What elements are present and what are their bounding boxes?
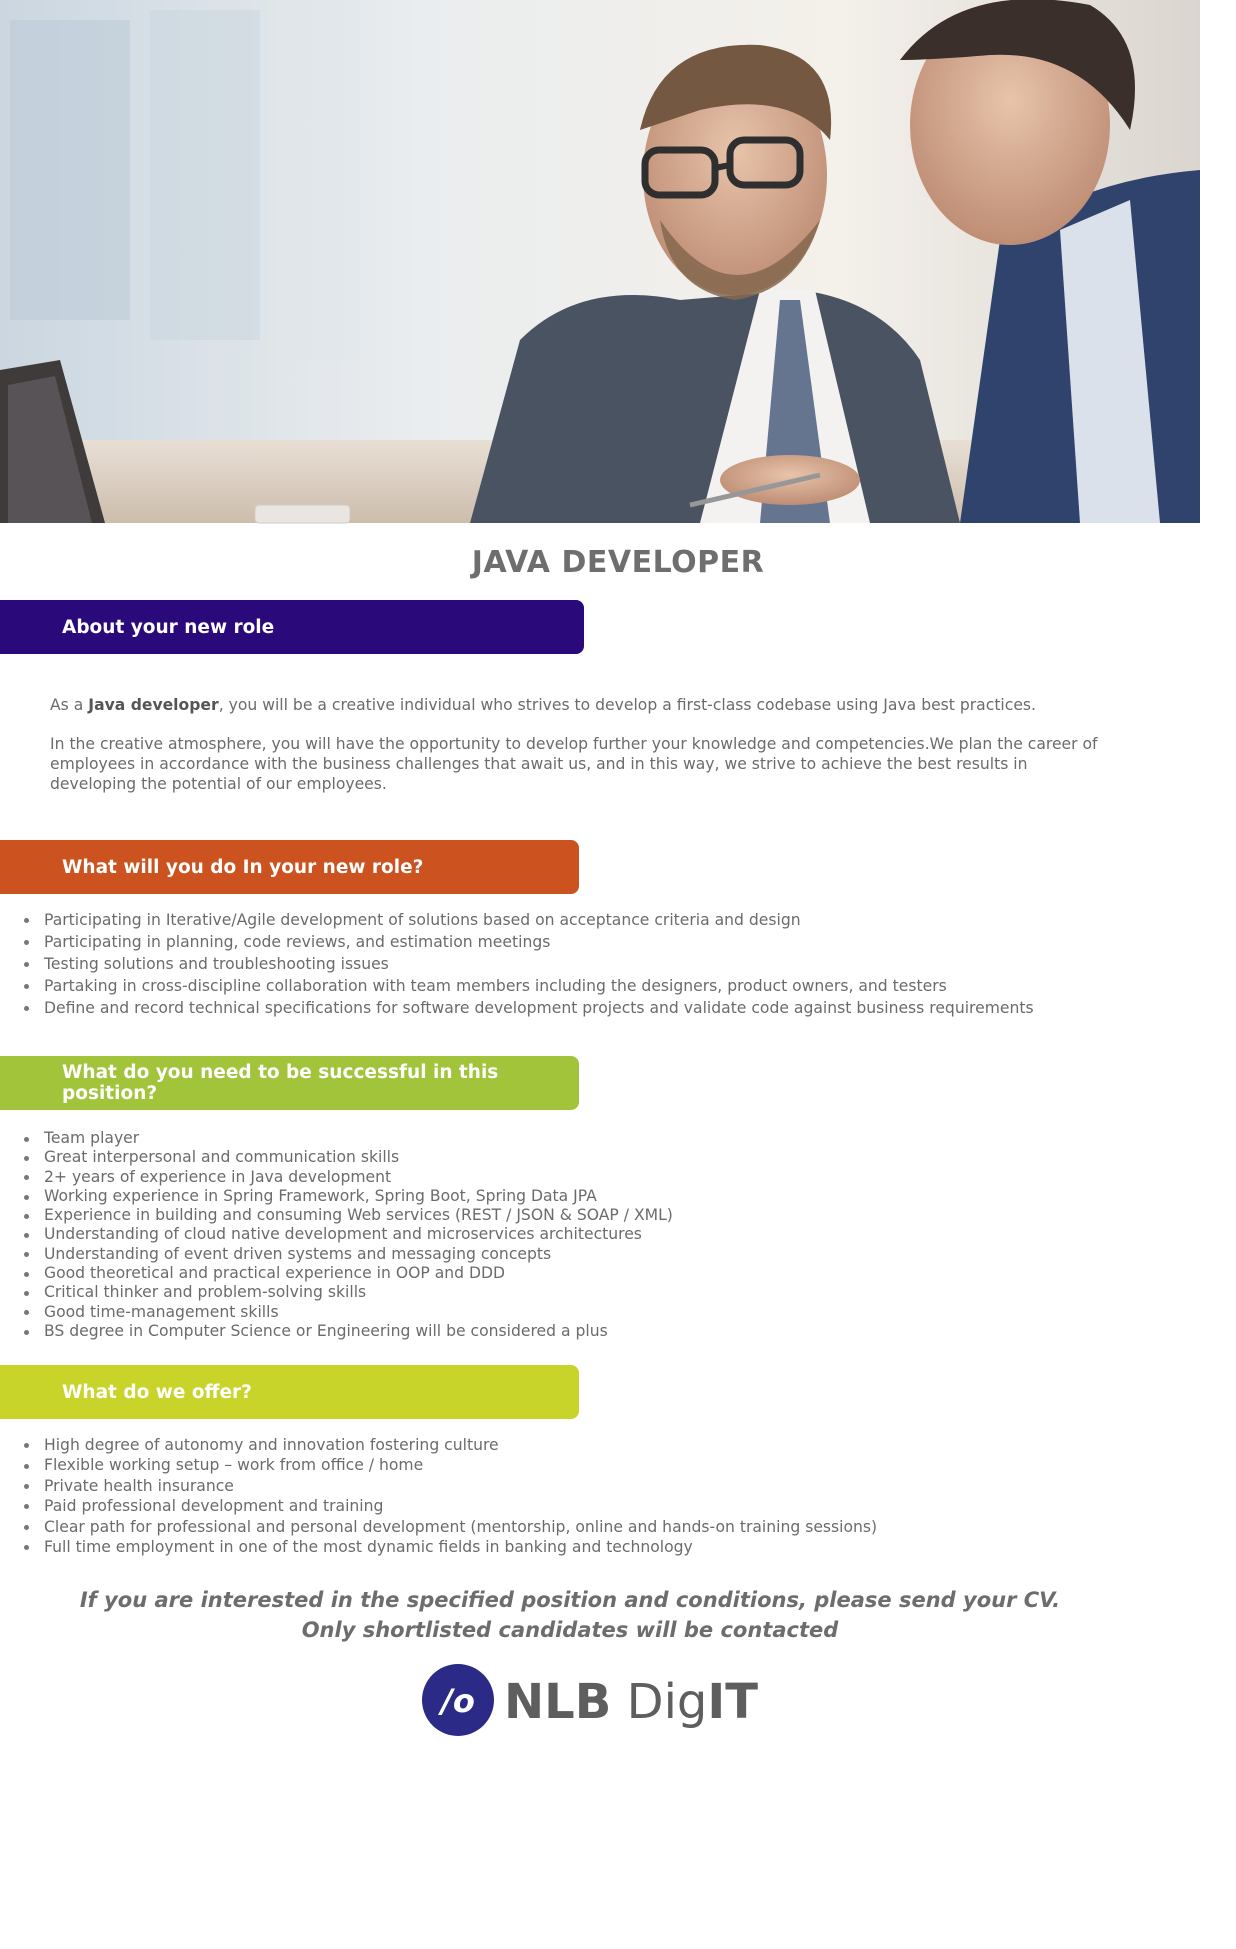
list-item: Good theoretical and practical experience in OOP and DDD	[44, 1264, 673, 1283]
offer-list	[0, 1435, 877, 1557]
about-paragraph-2: In the creative atmosphere, you will have the opportunity to develop further your knowledge and competencies.We plan the career of employees in accordance with the business challenges that await us, and in this way, we strive to achieve the best results in developing the potential of our employees.	[50, 735, 1098, 793]
about-role-heading-band	[0, 600, 584, 654]
list-item: High degree of autonomy and innovation fostering culture	[44, 1435, 877, 1455]
logo-brand-text	[504, 1674, 758, 1730]
nlb-digit-logo	[420, 1660, 758, 1740]
list-item: Participating in planning, code reviews, and estimation meetings	[44, 931, 1034, 953]
list-item: Understanding of cloud native development and microservices architectures	[44, 1225, 673, 1244]
list-item: Participating in Iterative/Agile development of solutions based on acceptance criteria and design	[44, 909, 1034, 931]
list-item: Testing solutions and troubleshooting issues	[44, 953, 1034, 975]
list-item: Define and record technical specifications for software development projects and validate code against business requirements	[44, 999, 1034, 1017]
list-item: Great interpersonal and communication skills	[44, 1148, 673, 1167]
logo-brand-bold: NLB	[504, 1674, 612, 1730]
logo-brand-it: IT	[707, 1674, 758, 1730]
list-item: Understanding of event driven systems and messaging concepts	[44, 1245, 673, 1264]
logo-mark-text: /o	[441, 1682, 475, 1720]
list-item: Flexible working setup – work from office / home	[44, 1455, 877, 1475]
hero-photo-illustration	[0, 0, 1200, 523]
what-do-heading: What will you do In your new role?	[62, 856, 424, 878]
list-item: Paid professional development and training	[44, 1496, 877, 1516]
list-item: Good time-management skills	[44, 1303, 673, 1322]
about-p1-rest: , you will be a creative individual who strives to develop a first-class codebase using Java best practices.	[218, 696, 1037, 714]
logo-graphic	[420, 1660, 758, 1740]
list-item: Critical thinker and problem-solving skills	[44, 1283, 673, 1302]
what-do-heading-band	[0, 840, 579, 894]
job-title: JAVA DEVELOPER	[471, 545, 765, 580]
list-item: Partaking in cross-discipline collaboration with team members including the designers, product owners, and testers	[44, 975, 1034, 997]
logo-brand-light: Dig	[611, 1674, 708, 1730]
list-item: Clear path for professional and personal development (mentorship, online and hands-on training sessions)	[44, 1517, 878, 1536]
list-item: Full time employment in one of the most dynamic fields in banking and technology	[44, 1537, 877, 1557]
need-heading-band	[0, 1056, 579, 1110]
cta-line-1: If you are interested in the specified position and conditions, please send your CV.	[79, 1588, 1061, 1612]
about-role-heading: About your new role	[62, 616, 275, 638]
list-item: Experience in building and consuming Web services (REST / JSON & SOAP / XML)	[44, 1206, 673, 1225]
need-heading: What do you need to be successful in this position?	[62, 1062, 499, 1104]
list-item: Private health insurance	[44, 1476, 877, 1496]
about-p1-prefix: As a	[50, 696, 89, 714]
list-item: Working experience in Spring Framework, Spring Boot, Spring Data JPA	[44, 1187, 673, 1206]
what-do-list	[0, 909, 1034, 1019]
list-item: Team player	[44, 1129, 673, 1148]
list-item: 2+ years of experience in Java development	[44, 1168, 673, 1187]
about-p1-bold: Java developer	[88, 696, 219, 714]
hero-image	[0, 0, 1200, 523]
about-paragraph-1	[50, 695, 1110, 715]
list-item: BS degree in Computer Science or Engineering will be considered a plus	[44, 1322, 673, 1341]
need-list	[0, 1129, 673, 1341]
cta-line-2: Only shortlisted candidates will be contacted	[301, 1618, 839, 1642]
offer-heading-band	[0, 1365, 579, 1419]
offer-heading: What do we offer?	[62, 1381, 252, 1403]
